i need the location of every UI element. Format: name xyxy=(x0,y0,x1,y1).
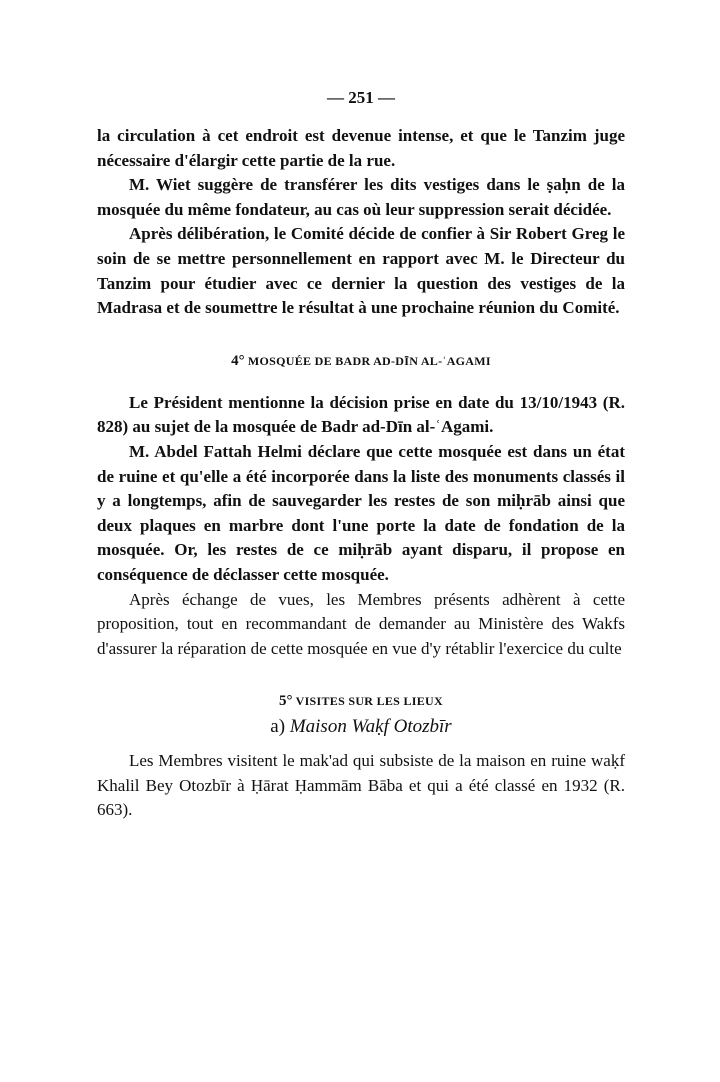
paragraph-echange: Après échange de vues, les Membres présents adhèrent à cette proposition, tout en recommandant de demander au Ministère des Wakfs d'assurer la réparation de cette mosquée en vue d'y rétablir l'exercice du culte xyxy=(97,589,625,658)
subsection-title: Maison Waḳf Otozbīr xyxy=(289,716,452,738)
section-heading-4 xyxy=(97,351,625,371)
paragraph-president: Le Président mentionne la décision prise en date du 13/10/1943 (R. 828) au sujet de la mosquée de Badr ad-Dīn al-ʿAgami. xyxy=(97,392,625,437)
document-page xyxy=(97,88,625,823)
paragraph-helmi: M. Abdel Fattah Helmi déclare que cette mosquée est dans un état de ruine et qu'elle a été incorporée dans la liste des monuments classés il y a longtemps, afin de sauvegarder les restes de son miḥrāb ainsi que deux plaques en marbre dont l'une porte la date de fondation de la mosquée. Or, les restes de ce miḥrāb ayant disparu, il propose en conséquence de déclasser cette mosquée. xyxy=(97,441,625,584)
section-heading-5 xyxy=(97,691,625,711)
section-title-5: VISITES SUR LES LIEUX xyxy=(295,694,443,709)
subsection-heading-a xyxy=(97,713,625,741)
paragraph-visite: Les Membres visitent le mak'ad qui subsiste de la maison en ruine waḳf Khalil Bey Otozbīr à Ḥārat Ḥammām Bāba et qui a été classé en 1932 (R. 663). xyxy=(97,751,625,820)
section-number-5: 5° xyxy=(279,693,293,710)
paragraph-continuation: la circulation à cet endroit est devenue intense, et que le Tanzim juge nécessaire d'élargir cette partie de la rue. xyxy=(97,126,625,170)
page-number: — 251 — xyxy=(327,88,395,107)
paragraph-wiet: M. Wiet suggère de transférer les dits vestiges dans le ṣaḥn de la mosquée du même fondateur, au cas où leur suppression serait décidée. xyxy=(97,175,625,219)
section-number-4: 4° xyxy=(231,352,245,369)
section-title-4: MOSQUÉE DE BADR AD-DĪN AL-ʿAGAMI xyxy=(247,353,491,368)
paragraph-deliberation: Après délibération, le Comité décide de confier à Sir Robert Greg le soin de se mettre personnellement en rapport avec M. le Directeur du Tanzim pour étudier avec ce dernier la question des vestiges de la Madrasa et de soumettre le résultat à une prochaine réunion du Comité. xyxy=(97,224,625,318)
subsection-label: a) xyxy=(270,716,286,738)
